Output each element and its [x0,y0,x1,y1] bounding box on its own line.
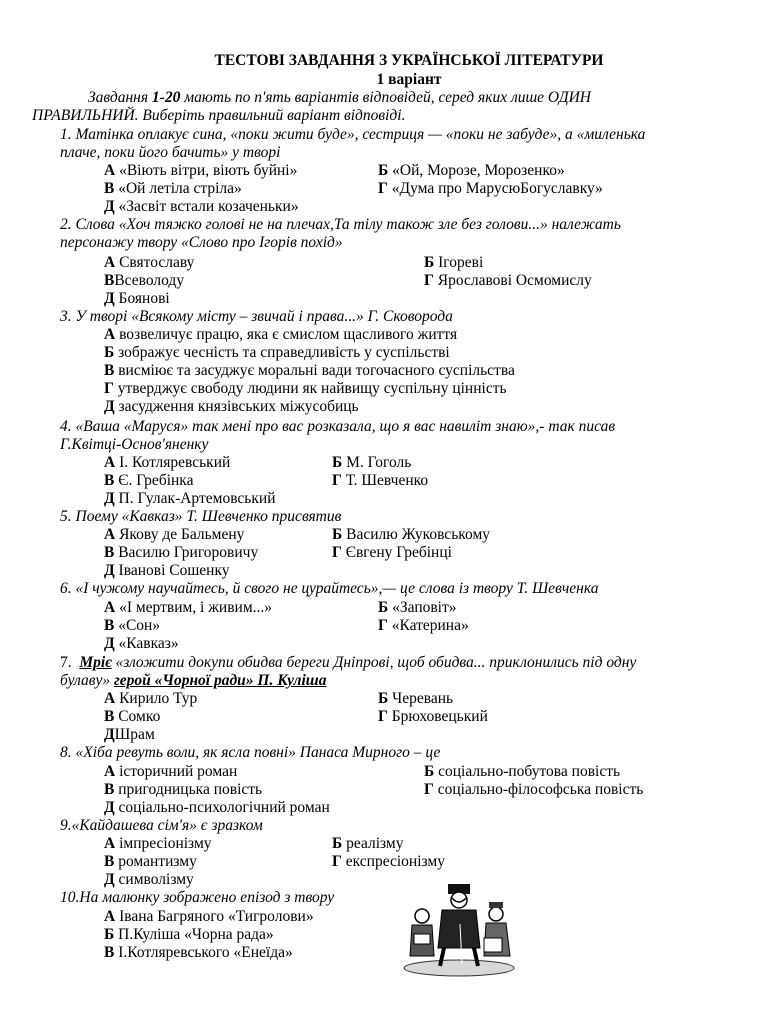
question-5: 5. Поему «Кавказ» Т. Шевченко присвятив [60,508,342,525]
q9-option-a[interactable]: А імпресіонізму [104,835,212,852]
question-6: 6. «І чужому научайтесь, й свого не цурайтесь»,— це слова із твору Т. Шевченка [60,580,599,597]
question-1: 1. Матінка оплакує сина, «поки жити буде», сестриця — «поки не забуде», а «миленька плаче, поки його бачить» у творі [60,126,646,161]
q5-option-d[interactable]: Д Іванові Сошенку [104,562,230,579]
q6-option-g[interactable]: Г «Катерина» [378,617,469,634]
q7-option-g[interactable]: Г Брюховецький [378,708,488,725]
q7-option-v[interactable]: В Сомко [104,708,161,725]
q8-option-b[interactable]: Б соціально-побутова повість [424,763,621,780]
q3-option-g[interactable]: Г утверджує свободу людини як найвищу суспільну цінність [104,380,507,397]
q1-option-g[interactable]: Г «Дума про МарусюБогуславку» [378,180,603,197]
q5-option-b[interactable]: Б Василю Жуковському [332,526,491,543]
q9-option-g[interactable]: Г експресіонізму [332,853,445,870]
instructions: Завдання 1-20 мають по п'ять варіантів відповідей, серед яких лише ОДИН ПРАВИЛЬНИЙ. Виберіть правильний варіант відповіді. [32,89,591,124]
q3-option-d[interactable]: Д засудження князівських міжусобиць [104,398,359,415]
q6-option-v[interactable]: В «Сон» [104,617,161,634]
q1-option-a[interactable]: А «Віють вітри, віють буйні» [104,162,298,179]
page-title: ТЕСТОВІ ЗАВДАННЯ З УКРАЇНСЬКОЇ ЛІТЕРАТУРИ [214,52,604,69]
q2-option-a[interactable]: А Святославу [104,254,195,271]
q2-option-b[interactable]: Б Ігореві [424,254,484,271]
variant-label: 1 варіант [376,71,442,88]
q1-option-d[interactable]: Д «Засвіт встали козаченьки» [104,198,299,215]
q8-option-g[interactable]: Г соціально-філософська повість [424,781,644,798]
q10-option-b[interactable]: Б П.Куліша «Чорна рада» [104,926,274,943]
cossacks-illustration [400,878,518,978]
q9-option-b[interactable]: Б реалізму [332,835,404,852]
q9-option-v[interactable]: В романтизму [104,853,197,870]
q1-option-b[interactable]: Б «Ой, Морозе, Морозенко» [378,162,565,179]
q3-option-v[interactable]: В висміює та засуджує моральні вади тогочасного суспільства [104,362,515,379]
q10-option-a[interactable]: А Івана Багряного «Тигролови» [104,908,314,925]
q4-option-b[interactable]: Б М. Гоголь [332,454,412,471]
q5-option-a[interactable]: А Якову де Бальмену [104,526,245,543]
q6-option-b[interactable]: Б «Заповіт» [378,599,457,616]
q6-option-a[interactable]: А «І мертвим, і живим...» [104,599,273,616]
q7-option-d[interactable]: ДШрам [104,726,155,743]
question-10: 10.На малюнку зображено епізод з твору [60,889,335,906]
q7-option-b[interactable]: Б Черевань [378,690,454,707]
q4-option-v[interactable]: В Є. Гребінка [104,472,194,489]
task-range: 1-20 [151,89,181,106]
q7-option-a[interactable]: А Кирило Тур [104,690,198,707]
q8-option-v[interactable]: В пригодницька повість [104,781,263,798]
q4-option-d[interactable]: Д П. Гулак-Артемовський [104,490,276,507]
q3-option-b[interactable]: Б зображує чесність та справедливість у суспільстві [104,344,450,361]
q1-option-v[interactable]: В «Ой летіла стріла» [104,180,242,197]
q9-option-d[interactable]: Д символізму [104,871,194,888]
question-7: 7. Мріє «зложити докупи обидва береги Дніпрові, щоб обидва... приклонились під одну булаву» герой «Чорної ради» П. Куліша [60,654,637,689]
q8-option-a[interactable]: А історичний роман [104,763,238,780]
question-2: 2. Слова «Хоч тяжко голові не на плечах,Та тілу також зле без голови...» належать персонажу твору «Слово про Ігорів похід» [60,216,621,251]
q2-option-d[interactable]: Д Бояновi [104,290,170,307]
q5-option-v[interactable]: В Василю Григоровичу [104,544,259,561]
q2-option-g[interactable]: Г Ярославові Осмомислу [424,272,592,289]
q3-option-a[interactable]: А возвеличує працю, яка є смислом щасливого життя [104,326,458,343]
q4-option-g[interactable]: Г Т. Шевченко [332,472,429,489]
question-9: 9.«Кайдашева сім'я» є зразком [60,817,263,834]
question-4: 4. «Ваша «Маруся» так мені про вас розказала, що я вас навиліт знаю»,- так писав Г.Квітці-Основ'яненку [60,418,616,453]
q4-option-a[interactable]: А І. Котляревський [104,454,231,471]
q2-option-v[interactable]: ВВсеволоду [104,272,185,289]
question-3: 3. У творі «Всякому місту – звичай і права...» Г. Сковорода [60,308,453,325]
q6-option-d[interactable]: Д «Кавказ» [104,635,179,652]
question-8: 8. «Хіба ревуть воли, як ясла повні» Панаса Мирного – це [60,744,441,761]
q10-option-v[interactable]: В І.Котляревського «Енеїда» [104,944,293,961]
q8-option-d[interactable]: Д соціально-психологічний роман [104,799,330,816]
q5-option-g[interactable]: Г Євгену Гребінці [332,544,452,561]
